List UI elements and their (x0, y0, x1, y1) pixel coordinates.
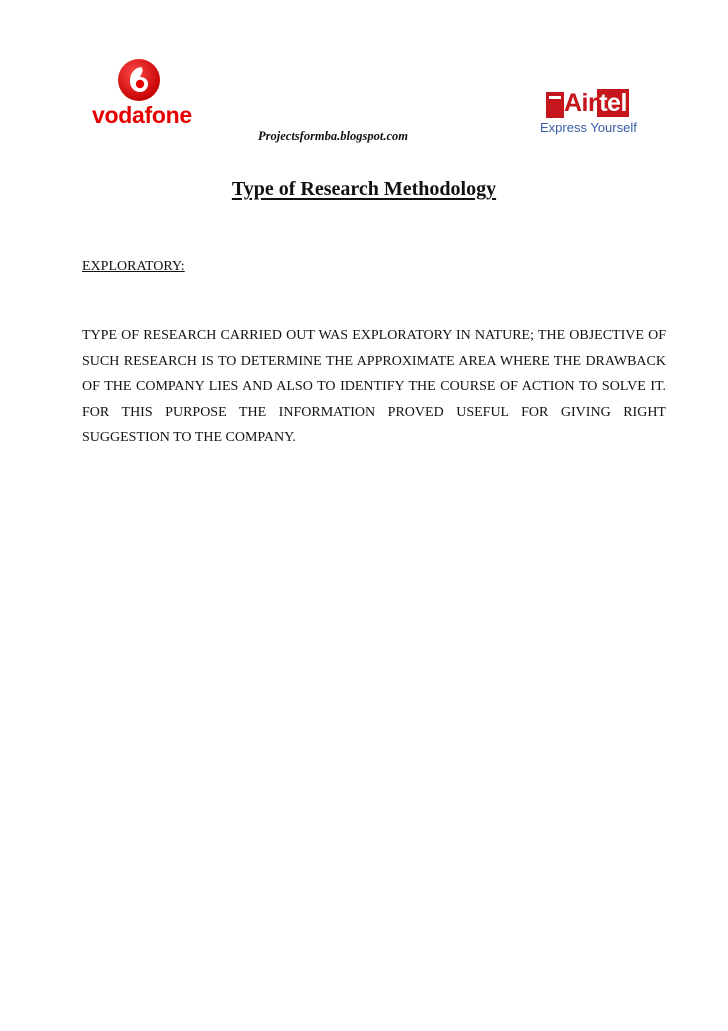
vodafone-speechmark-icon (117, 58, 161, 102)
airtel-word-tel: tel (599, 89, 627, 117)
airtel-flag-icon (546, 92, 564, 118)
section-heading: EXPLORATORY: (82, 259, 185, 274)
site-url: Projectsformba.blogspot.com (258, 129, 408, 143)
vodafone-logo (92, 58, 192, 134)
airtel-logo (536, 86, 648, 142)
airtel-tagline: Express Yourself (540, 120, 637, 135)
airtel-word-air: Air (564, 89, 598, 117)
airtel-wordmark (564, 88, 629, 118)
page-title: Type of Research Methodology (231, 178, 497, 200)
section-body: TYPE OF RESEARCH CARRIED OUT WAS EXPLORATORY IN NATURE; THE OBJECTIVE OF SUCH RESEARCH IS TO DETERMINE THE APPROXIMATE AREA WHERE THE DRAWBACK OF THE COMPANY LIES AND ALSO TO IDENTIFY THE COURSE OF ACTION TO SOLVE IT. FOR THIS PURPOSE THE INFORMATION PROVED USEFUL FOR GIVING RIGHT SUGGESTION TO THE COMPANY. (82, 328, 666, 445)
page-title-wrap (0, 178, 728, 201)
vodafone-wordmark: vodafone (92, 102, 192, 128)
